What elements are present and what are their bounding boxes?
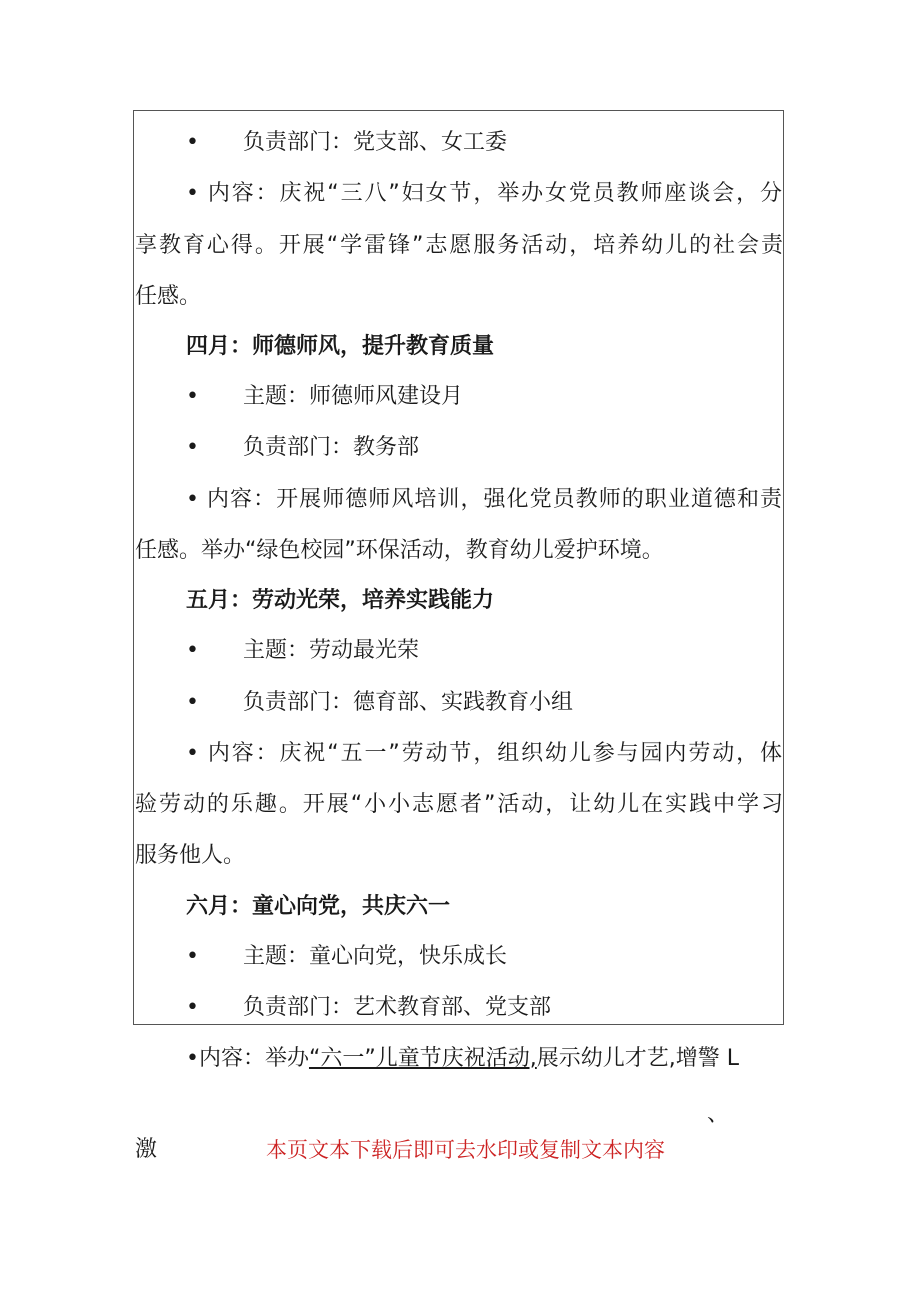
bullet-dot: • (186, 435, 199, 460)
stray-char: 激 (135, 1137, 158, 1162)
content-line: • 内容：庆祝“三八”妇女节，举办女党员教师座谈会，分 (186, 181, 782, 206)
dept-line: 负责部门：党支部、女工委 (243, 130, 508, 155)
theme-line: 主题：劳动最光荣 (243, 638, 420, 663)
theme-line: 主题：童心向党，快乐成长 (243, 944, 508, 969)
content-line: 任感。 (135, 284, 202, 309)
overflow-underlined: “六一”儿童节庆祝活动, (308, 1046, 537, 1071)
overflow-content-line (186, 1044, 782, 1074)
dept-line: 负责部门：艺术教育部、党支部 (243, 995, 552, 1020)
bullet-dot: • (186, 690, 199, 715)
overflow-suffix: 展示幼儿才艺,增警 L (536, 1046, 740, 1071)
content-line: 任感。举办“绿色校园”环保活动，教育幼儿爱护环境。 (135, 538, 664, 563)
dept-line: 负责部门：教务部 (243, 435, 420, 460)
dept-line: 负责部门：德育部、实践教育小组 (243, 690, 574, 715)
watermark-notice: 本页文本下载后即可去水印或复制文本内容 (266, 1138, 665, 1162)
bullet-dot: • (186, 384, 199, 409)
month-heading-may: 五月：劳动光荣，培养实践能力 (186, 588, 495, 613)
overflow-prefix: •内容：举办 (186, 1046, 309, 1071)
month-heading-april: 四月：师德师风，提升教育质量 (186, 334, 495, 359)
content-line: 享教育心得。开展“学雷锋”志愿服务活动，培养幼儿的社会责 (135, 233, 783, 258)
bullet-dot: • (186, 944, 199, 969)
bullet-dot: • (186, 995, 199, 1020)
content-line: 服务他人。 (135, 843, 246, 868)
month-heading-june: 六月：童心向党，共庆六一 (186, 894, 451, 919)
bullet-dot: • (186, 638, 199, 663)
bullet-dot: • (186, 130, 199, 155)
theme-line: 主题：师德师风建设月 (243, 384, 464, 409)
content-line: 验劳动的乐趣。开展“小小志愿者”活动，让幼儿在实践中学习 (135, 792, 783, 817)
stray-mark: 、 (707, 1102, 730, 1127)
content-line: • 内容：开展师德师风培训，强化党员教师的职业道德和责 (186, 487, 782, 512)
content-line: • 内容：庆祝“五一”劳动节，组织幼儿参与园内劳动，体 (186, 741, 782, 766)
